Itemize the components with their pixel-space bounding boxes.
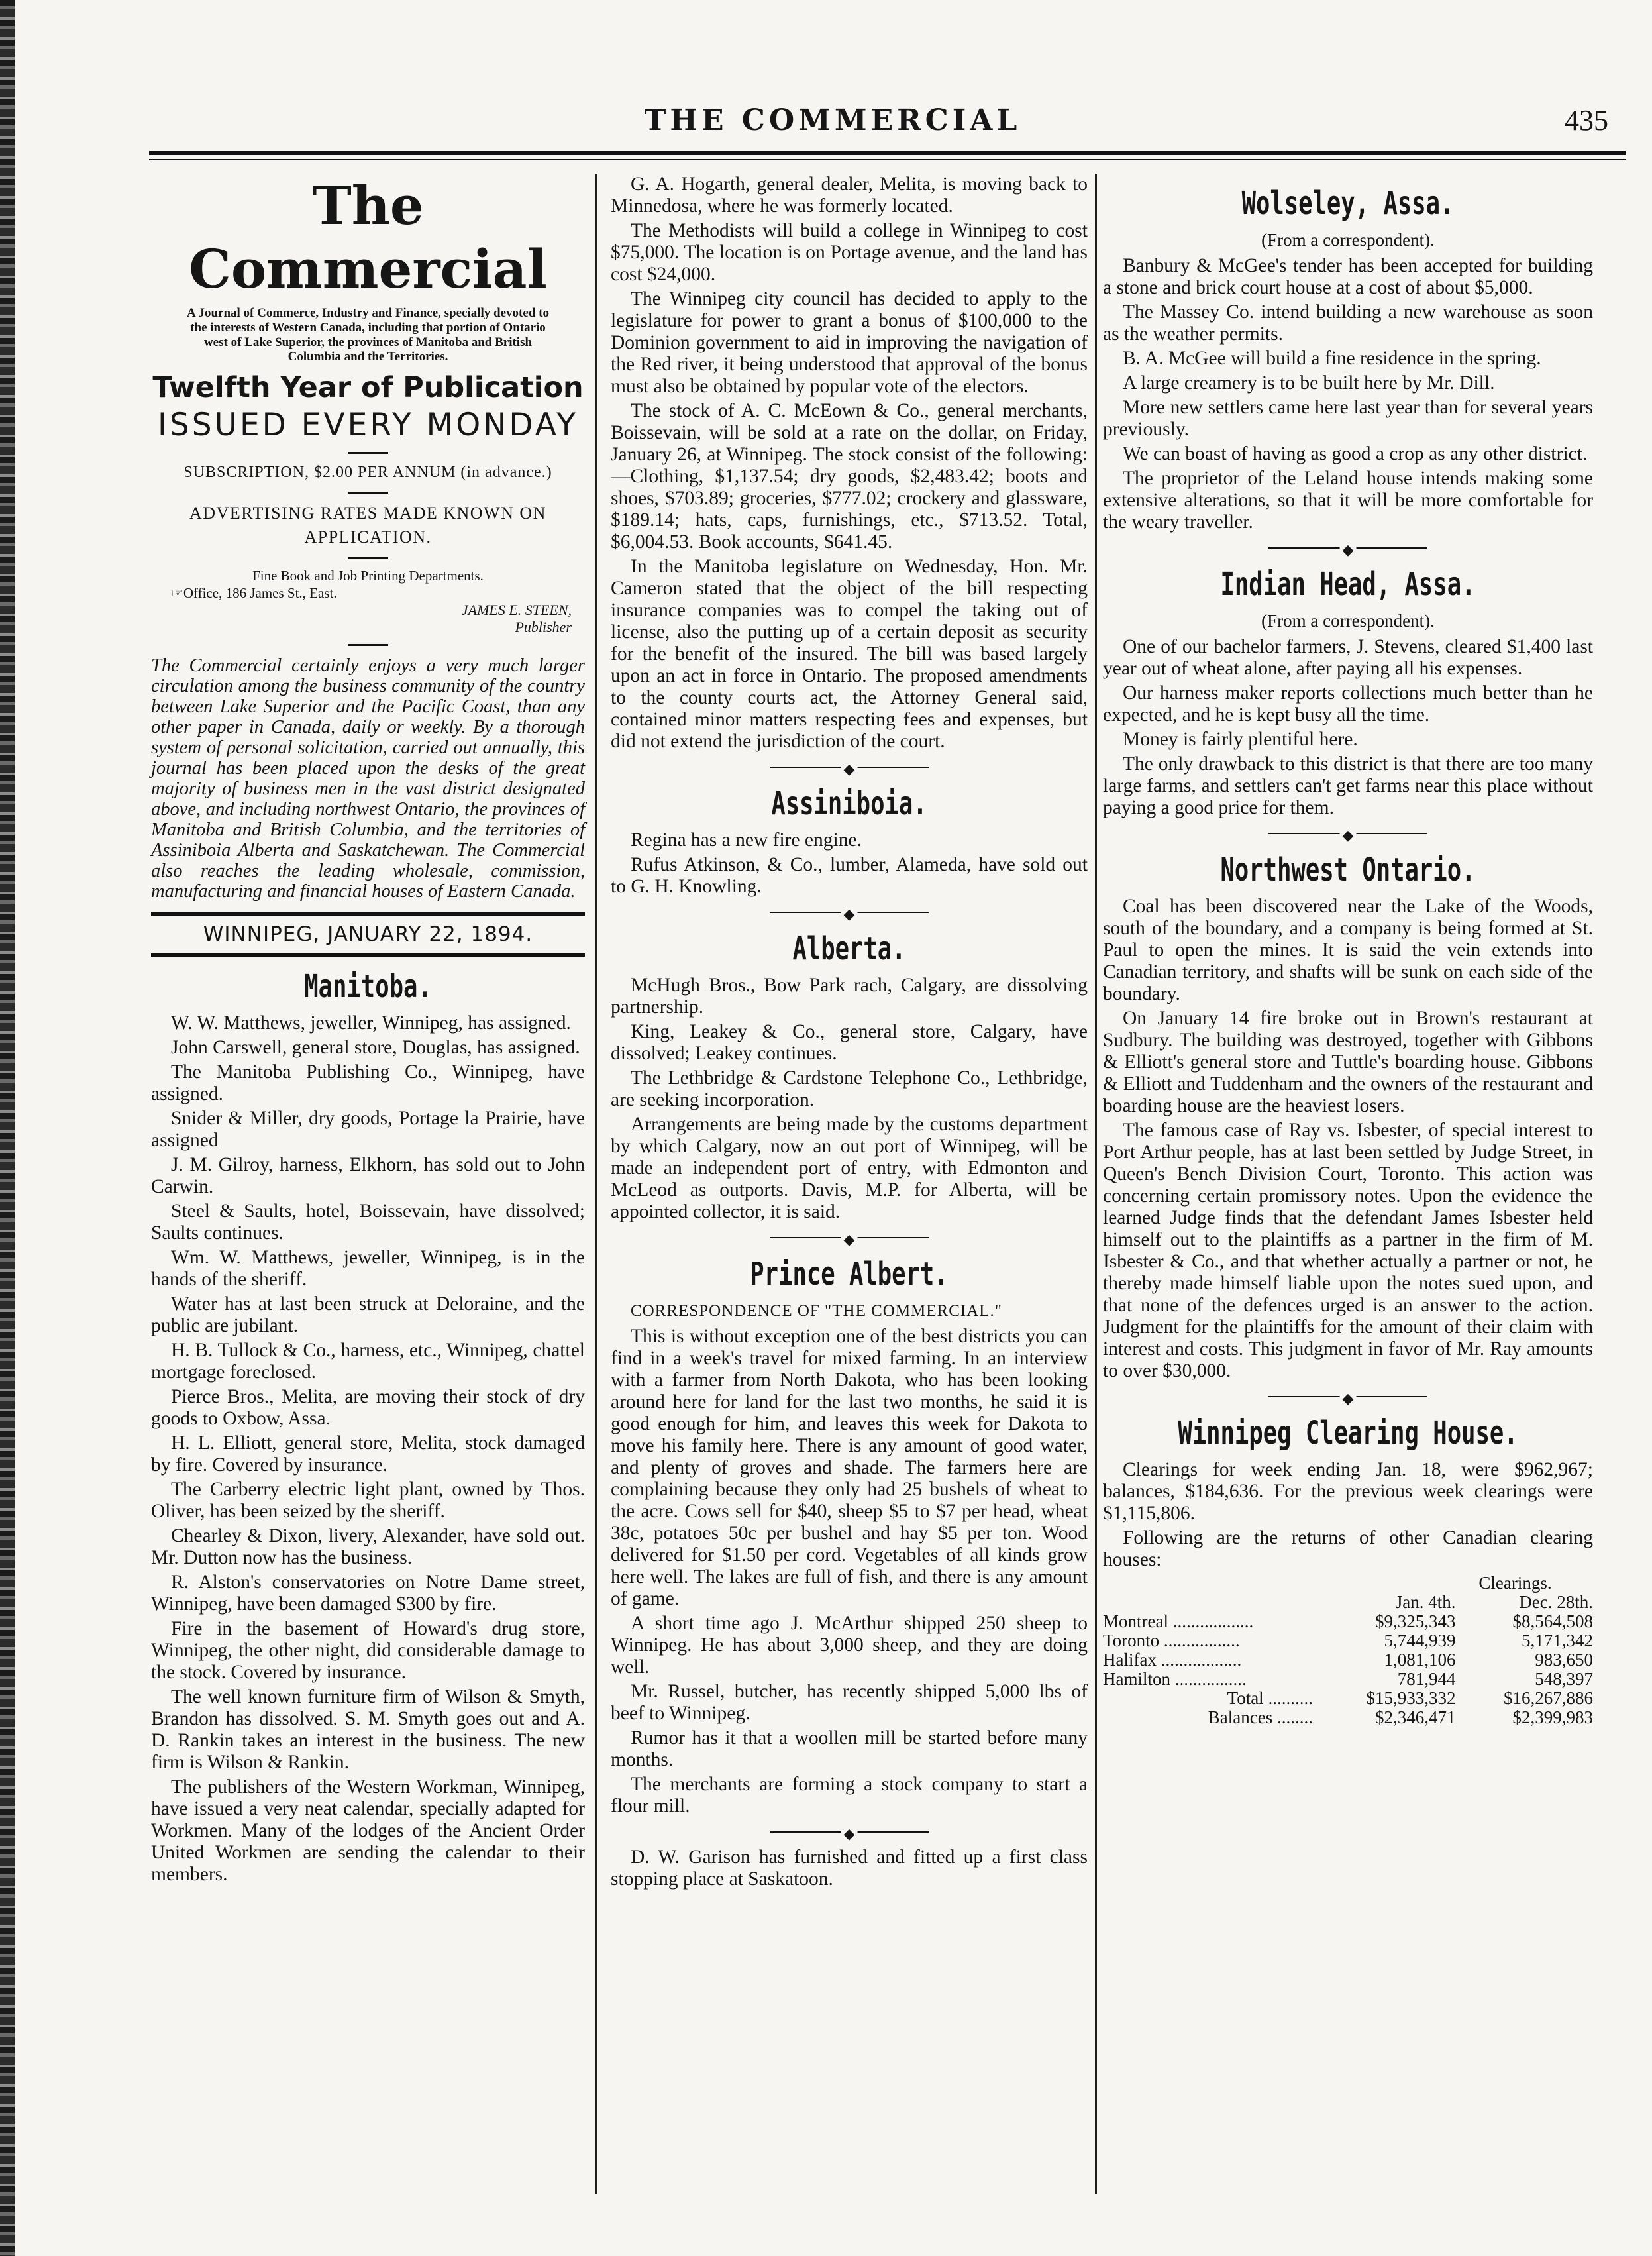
news-item: Snider & Miller, dry goods, Portage la Prairie, have assigned <box>151 1108 585 1151</box>
city-cell: Hamilton ................ <box>1103 1669 1247 1689</box>
news-item: McHugh Bros., Bow Park rach, Calgary, are dissolving partnership. <box>611 975 1088 1018</box>
news-item: G. A. Hogarth, general dealer, Melita, is moving back to Minnedosa, where he was formerly located. <box>611 174 1088 217</box>
column-divider <box>595 174 597 2194</box>
table-row <box>1103 1612 1593 1631</box>
news-item: Regina has a new fire engine. <box>631 830 862 851</box>
publisher-title: Publisher <box>515 619 572 635</box>
book-binding-edge <box>0 0 15 2256</box>
header-rule <box>149 151 1626 155</box>
news-item: The proprietor of the Leland house intends making some extensive alterations, so that it will be more comfortable for the weary traveller. <box>1103 468 1593 533</box>
section-heading-indian-head: Indian Head, Assa. <box>1220 566 1476 603</box>
table-row <box>1103 1650 1593 1670</box>
section-heading-clearing-house: Winnipeg Clearing House. <box>1178 1415 1518 1452</box>
news-item: Arrangements are being made by the customs department by which Calgary, now an out port of Winnipeg, will be made an independent port of entry, with Edmonton and McLeod as outports. Davis, M.P. for Alberta, will be appointed collector, it is said. <box>611 1114 1088 1222</box>
news-item: A short time ago J. McArthur shipped 250 sheep to Winnipeg. He has about 3,000 sheep, and they are doing well. <box>611 1613 1088 1678</box>
news-item: Banbury & McGee's tender has been accepted for building a stone and brick court house at a cost of about $5,000. <box>1103 255 1593 298</box>
divider <box>348 492 388 494</box>
news-item: D. W. Garison has furnished and fitted up a first class stopping place at Saskatoon. <box>611 1847 1088 1890</box>
journal-description: A Journal of Commerce, Industry and Finance, specially devoted to the interests of Western Canada, including that portion of Ontario west of Lake Superior, the provinces of Manitoba and British Columbia and the Territories. <box>187 306 549 364</box>
news-item: H. B. Tullock & Co., harness, etc., Winnipeg, chattel mortgage foreclosed. <box>151 1340 585 1383</box>
section-heading-assiniboia: Assiniboia. <box>771 785 927 822</box>
advertising-line: ADVERTISING RATES MADE KNOWN ON APPLICATION. <box>189 504 546 547</box>
news-item: The Winnipeg city council has decided to apply to the legislature for power to grant a bonus of $100,000 to the Dominion government to aid in improving the navigation of the Red river, it being understood that approval of the bonus must also be obtained by popular vote of the electors. <box>611 288 1088 397</box>
running-title: THE COMMERCIAL <box>644 103 1021 137</box>
news-item: W. W. Matthews, jeweller, Winnipeg, has assigned. <box>171 1012 571 1034</box>
news-item: King, Leakey & Co., general store, Calgary, have dissolved; Leakey continues. <box>611 1021 1088 1064</box>
news-item: The merchants are forming a stock company to start a flour mill. <box>611 1774 1088 1817</box>
masthead: The Commercial <box>189 174 547 300</box>
section-separator <box>770 761 929 774</box>
publisher-name: JAMES E. STEEN, <box>461 602 572 618</box>
news-item: The Manitoba Publishing Co., Winnipeg, have assigned. <box>151 1061 585 1104</box>
column-2 <box>611 174 1088 1893</box>
value-cell: 548,397 <box>1535 1669 1593 1689</box>
news-item: The Carberry electric light plant, owned by Thos. Oliver, has been seized by the sheriff. <box>151 1479 585 1522</box>
news-item: Chearley & Dixon, livery, Alexander, have sold out. Mr. Dutton now has the business. <box>151 1525 585 1568</box>
byline: (From a correspondent). <box>1261 611 1435 631</box>
news-item: Pierce Bros., Melita, are moving their stock of dry goods to Oxbow, Assa. <box>151 1386 585 1429</box>
news-item: This is without exception one of the best districts you can find in a week's travel for mixed farming. In an interview with a farmer from North Dakota, who has been looking around here for land for the last two months, he said it is good enough for him, and leaves this week for Dakota to move his family here. There is any amount of good water, and plenty of groves and shade. The farmers here are complaining because they only had 25 bushels of wheat to the acre. Cows sell for $40, sheep $5 to $7 per head, wheat 38c, potatoes 50c per bushel and hay $5 per ton. Wood delivered for $1.50 per cord. Vegetables of all kinds grow here well. The lakes are full of fish, and there is any amount of game. <box>611 1326 1088 1609</box>
news-item: Steel & Saults, hotel, Boissevain, have dissolved; Saults continues. <box>151 1201 585 1244</box>
news-item: The Lethbridge & Cardstone Telephone Co., Lethbridge, are seeking incorporation. <box>611 1067 1088 1110</box>
news-item: Water has at last been struck at Deloraine, and the public are jubilant. <box>151 1293 585 1336</box>
column-divider <box>1095 174 1097 2194</box>
section-separator <box>770 1825 929 1839</box>
table-total-row <box>1103 1689 1593 1708</box>
news-item: Money is fairly plentiful here. <box>1123 729 1358 750</box>
table-row <box>1103 1631 1593 1650</box>
balances-value: $2,399,983 <box>1512 1707 1593 1727</box>
news-item: J. M. Gilroy, harness, Elkhorn, has sold out to John Carwin. <box>151 1154 585 1197</box>
value-cell: 5,744,939 <box>1384 1631 1456 1650</box>
subscription-line: SUBSCRIPTION, $2.00 PER ANNUM (in advance.) <box>183 464 552 481</box>
column-3 <box>1103 174 1593 1727</box>
news-item: In the Manitoba legislature on Wednesday, Hon. Mr. Cameron stated that the object of the bill respecting insurance companies was to compel the taking out of license, also the putting up of a certain deposit as security for the benefit of the insured. The bill was based largely upon an act in force in Ontario. The proposed amendments to the county courts act, the Attorney General said, contained minor matters respecting fees and expenses, but did not extend the jurisdiction of the court. <box>611 556 1088 752</box>
news-item: Rumor has it that a woollen mill be started before many months. <box>611 1727 1088 1770</box>
value-cell: $9,325,343 <box>1374 1611 1456 1631</box>
news-item: Following are the returns of other Canadian clearing houses: <box>1103 1527 1593 1570</box>
news-item: H. L. Elliott, general store, Melita, stock damaged by fire. Covered by insurance. <box>151 1432 585 1476</box>
balances-label: Balances ........ <box>1208 1707 1313 1727</box>
section-separator <box>770 1231 929 1244</box>
city-cell: Halifax .................. <box>1103 1650 1242 1670</box>
page-header <box>40 99 1626 146</box>
section-heading-prince-albert: Prince Albert. <box>750 1256 949 1293</box>
table-column-header: Dec. 28th. <box>1519 1592 1593 1612</box>
section-heading-wolseley: Wolseley, Assa. <box>1241 185 1455 222</box>
news-item: Rufus Atkinson, & Co., lumber, Alameda, have sold out to G. H. Knowling. <box>611 854 1088 897</box>
office-address: ☞Office, 186 James St., East. <box>171 585 337 601</box>
balances-value: $2,346,471 <box>1374 1707 1456 1727</box>
page-number: 435 <box>1565 104 1608 136</box>
news-item: Fire in the basement of Howard's drug store, Winnipeg, the other night, did considerable damage to the stock. Covered by insurance. <box>151 1618 585 1683</box>
section-heading-northwest-ontario: Northwest Ontario. <box>1220 851 1476 888</box>
printing-departments: Fine Book and Job Printing Departments. <box>252 568 484 584</box>
city-cell: Montreal .................. <box>1103 1611 1254 1631</box>
column-1 <box>151 174 585 1888</box>
city-cell: Toronto ................. <box>1103 1631 1240 1650</box>
header-rule-thin <box>149 159 1626 160</box>
table-balances-row <box>1103 1708 1593 1727</box>
section-heading-alberta: Alberta. <box>792 930 906 967</box>
issue-frequency: ISSUED EVERY MONDAY <box>158 407 578 443</box>
news-item: Coal has been discovered near the Lake of the Woods, south of the boundary, and a company is being formed at St. Paul to open the mines. It is said the vein extends into Canadian territory, and shafts will be sunk on each side of the boundary. <box>1103 896 1593 1004</box>
value-cell: 1,081,106 <box>1384 1650 1456 1670</box>
news-item: A large creamery is to be built here by Mr. Dill. <box>1123 372 1495 394</box>
news-item: Clearings for week ending Jan. 18, were $962,967; balances, $184,636. For the previous week clearings were $1,115,806. <box>1103 1459 1593 1524</box>
news-item: On January 14 fire broke out in Brown's restaurant at Sudbury. The building was destroyed, together with Gibbons & Elliott's general store and Tuttle's boarding house. Gibbons & Elliott and Tuddenham and the owners of the restaurant and boarding house are the heaviest losers. <box>1103 1008 1593 1116</box>
news-item: Wm. W. Matthews, jeweller, Winnipeg, is in the hands of the sheriff. <box>151 1247 585 1290</box>
section-separator <box>1268 827 1427 840</box>
news-item: Our harness maker reports collections much better than he expected, and he is kept busy all the time. <box>1103 682 1593 725</box>
value-cell: 983,650 <box>1535 1650 1593 1670</box>
value-cell: $8,564,508 <box>1512 1611 1593 1631</box>
news-item: John Carswell, general store, Douglas, has assigned. <box>171 1037 580 1058</box>
section-separator <box>770 906 929 919</box>
circulation-statement: The Commercial certainly enjoys a very much larger circulation among the business community of the country between Lake Superior and the Pacific Coast, than any other paper in Canada, daily or weekly. By a thorough system of personal solicitation, carried out annually, this journal has been placed upon the desks of the great majority of business men in the vast district designated above, and including northwest Ontario, the provinces of Manitoba and British Columbia, and the territories of Assiniboia Alberta and Saskatchewan. The Commercial also reaches the leading wholesale, commission, manufacturing and financial houses of Eastern Canada. <box>151 655 585 902</box>
value-cell: 781,944 <box>1397 1669 1456 1689</box>
news-item: The only drawback to this district is that there are too many large farms, and settlers can't get farms near this place without paying a good price for them. <box>1103 753 1593 818</box>
news-item: The well known furniture firm of Wilson & Smyth, Brandon has dissolved. S. M. Smyth goes out and A. D. Rankin takes an interest in the business. The new firm is Wilson & Rankin. <box>151 1686 585 1773</box>
news-item: One of our bachelor farmers, J. Stevens, cleared $1,400 last year out of wheat alone, after paying all his expenses. <box>1103 636 1593 679</box>
divider <box>348 452 388 454</box>
news-item: The Methodists will build a college in Winnipeg to cost $75,000. The location is on Portage avenue, and the land has cost $24,000. <box>611 220 1088 285</box>
divider <box>348 644 388 646</box>
news-item: The famous case of Ray vs. Isbester, of special interest to Port Arthur people, has at last been settled by Judge Street, in Queen's Bench Division Court, Toronto. This action was concerning certain promissory notes. Upon the evidence the learned Judge finds that the defendant James Isbester held himself out to the plaintiffs as a partner in the firm of M. Isbester & Co., and that whether actually a partner or not, he thereby made himself liable upon the notes sued upon, and that none of the defences urged is an answer to the action. Judgment for the plaintiffs for the amount of their claim with interest and costs. This judgment in favor of Mr. Ray amounts to over $30,000. <box>1103 1120 1593 1381</box>
table-row <box>1103 1670 1593 1689</box>
section-separator <box>1268 1390 1427 1403</box>
clearings-table <box>1103 1574 1593 1727</box>
section-heading-manitoba: Manitoba. <box>304 968 432 1005</box>
dateline: WINNIPEG, JANUARY 22, 1894. <box>151 912 585 957</box>
news-item: We can boast of having as good a crop as any other district. <box>1123 443 1588 464</box>
table-group-header: Clearings. <box>1478 1573 1552 1593</box>
value-cell: 5,171,342 <box>1522 1631 1593 1650</box>
news-item: The Massey Co. intend building a new warehouse as soon as the weather permits. <box>1103 301 1593 345</box>
news-item: R. Alston's conservatories on Notre Dame street, Winnipeg, have been damaged $300 by fire. <box>151 1572 585 1615</box>
table-column-header: Jan. 4th. <box>1395 1592 1456 1612</box>
news-item: More new settlers came here last year than for several years previously. <box>1103 397 1593 440</box>
news-item: The publishers of the Western Workman, Winnipeg, have issued a very neat calendar, specially adapted for Workmen. Many of the lodges of the Ancient Order United Workmen are sending the calendar to their members. <box>151 1776 585 1885</box>
divider <box>348 557 388 559</box>
total-value: $16,267,886 <box>1504 1688 1593 1708</box>
total-value: $15,933,332 <box>1366 1688 1456 1708</box>
news-item: B. A. McGee will build a fine residence in the spring. <box>1123 348 1541 369</box>
news-item: The stock of A. C. McEown & Co., general merchants, Boissevain, will be sold at a rate on the dollar, on Friday, January 26, at Winnipeg. The stock consist of the following:—Clothing, $1,137.54; dry goods, $2,483.42; boots and shoes, $703.89; groceries, $777.02; crockery and glassware, $189.14; hats, caps, furnishings, etc., $713.52. Total, $6,004.53. Book accounts, $641.45. <box>611 400 1088 553</box>
total-label: Total .......... <box>1227 1688 1313 1708</box>
byline: (From a correspondent). <box>1261 230 1435 250</box>
publication-year: Twelfth Year of Publication <box>152 371 584 404</box>
news-item: Mr. Russel, butcher, has recently shipped 5,000 lbs of beef to Winnipeg. <box>611 1681 1088 1724</box>
correspondence-line: CORRESPONDENCE OF "THE COMMERCIAL." <box>631 1302 1003 1320</box>
section-separator <box>1268 541 1427 555</box>
